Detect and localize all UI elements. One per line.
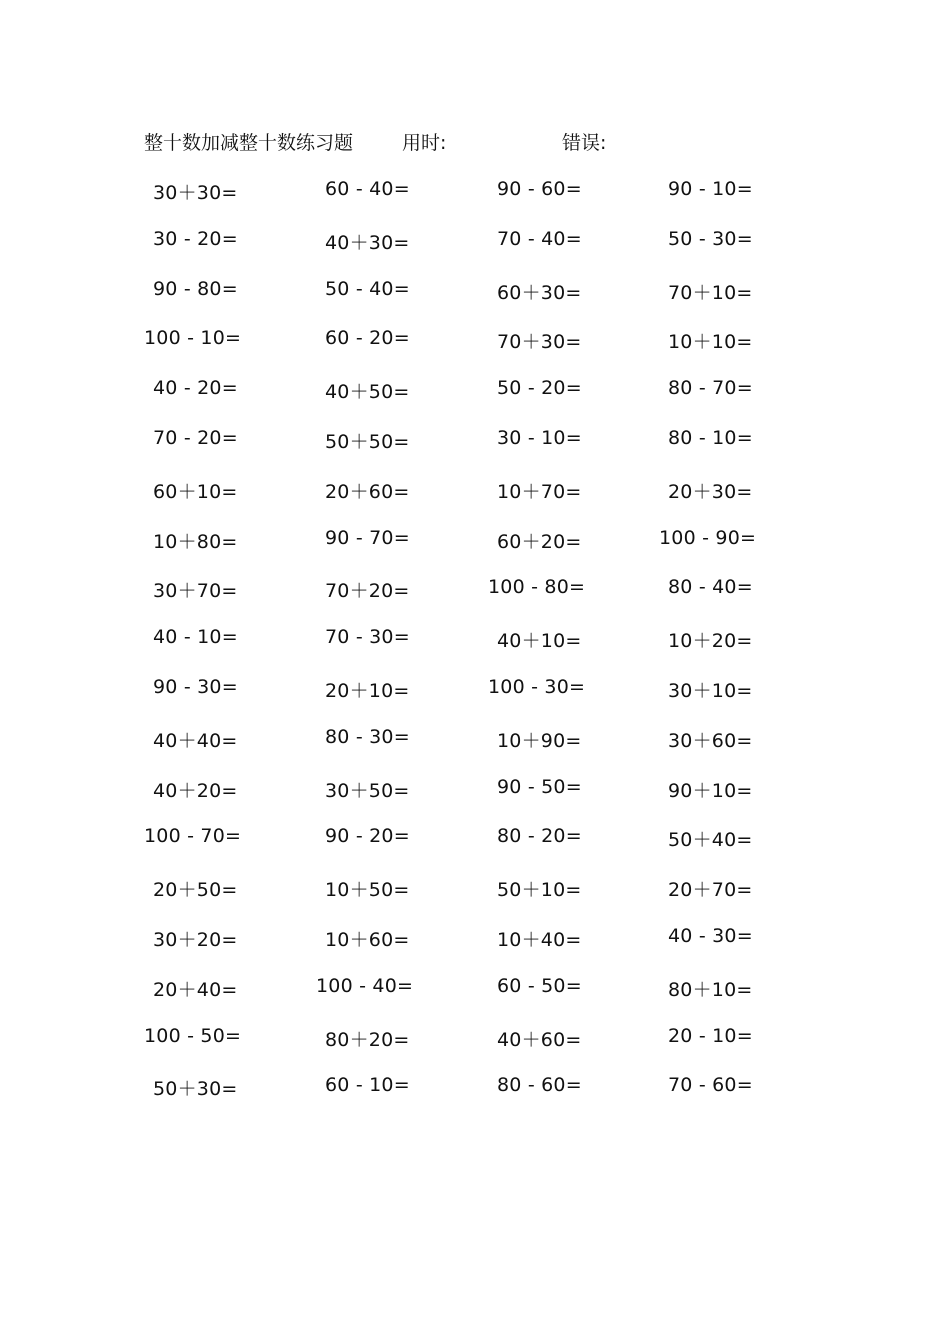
worksheet-title: 整十数加减整十数练习题	[144, 132, 354, 154]
problem-row	[0, 327, 950, 357]
problem-item: 20＋70=	[668, 879, 753, 902]
problem-item: 10＋40=	[497, 929, 582, 951]
problem-row	[0, 377, 950, 407]
problem-row	[0, 975, 950, 1005]
problem-item: 90 - 50=	[497, 775, 582, 798]
problem-row	[0, 925, 950, 955]
problem-item: 80 - 60=	[497, 1074, 582, 1097]
problem-item: 20＋10=	[325, 680, 410, 702]
problem-item: 60 - 20=	[325, 327, 410, 350]
problem-item: 30＋20=	[153, 929, 238, 951]
problem-item: 30＋50=	[325, 779, 410, 802]
problem-item: 80 - 10=	[668, 427, 753, 449]
problem-row	[0, 477, 950, 507]
problem-item: 40＋40=	[153, 729, 238, 752]
problem-row	[0, 527, 950, 557]
problem-item: 10＋50=	[325, 879, 410, 902]
problem-item: 80 - 30=	[325, 725, 410, 748]
problem-item: 70＋20=	[325, 580, 410, 603]
problem-item: 50 - 20=	[497, 377, 582, 400]
problem-item: 80＋20=	[325, 1028, 410, 1051]
problem-item: 70 - 20=	[153, 427, 238, 449]
problem-item: 50＋30=	[153, 1078, 238, 1101]
problem-item: 30＋10=	[668, 680, 753, 702]
problem-item: 70 - 30=	[325, 626, 410, 649]
problem-item: 10＋90=	[497, 729, 582, 752]
problem-item: 70 - 40=	[497, 227, 582, 250]
problem-item: 90 - 10=	[668, 178, 753, 200]
problem-item: 60 - 50=	[497, 974, 582, 997]
problem-item: 100 - 40=	[316, 974, 414, 997]
problem-item: 40＋50=	[325, 381, 410, 404]
problem-item: 90 - 20=	[325, 825, 410, 848]
time-label: 用时:	[402, 132, 447, 154]
problem-item: 70＋10=	[668, 281, 753, 304]
problem-row	[0, 576, 950, 606]
problem-row	[0, 228, 950, 258]
problem-item: 40 - 30=	[668, 925, 753, 947]
problem-item: 40＋60=	[497, 1028, 582, 1051]
problem-item: 10＋10=	[668, 331, 753, 354]
problem-item: 40＋30=	[325, 231, 410, 254]
problem-item: 60＋20=	[497, 530, 582, 553]
errors-label: 错误:	[562, 132, 607, 154]
problem-item: 100 - 70=	[144, 825, 242, 848]
problem-item: 30＋60=	[668, 729, 753, 752]
problem-item: 30＋70=	[153, 580, 238, 603]
problem-row	[0, 1025, 950, 1055]
problem-item: 10＋70=	[497, 480, 582, 503]
problem-item: 100 - 30=	[488, 676, 586, 698]
problem-item: 80 - 20=	[497, 825, 582, 848]
problem-item: 90 - 70=	[325, 526, 410, 549]
problem-item: 100 - 90=	[659, 526, 757, 549]
problem-item: 10＋20=	[668, 630, 753, 653]
problem-item: 50 - 30=	[668, 227, 753, 250]
problem-item: 80＋10=	[668, 978, 753, 1001]
problem-item: 60 - 40=	[325, 178, 410, 200]
problem-row	[0, 626, 950, 656]
problem-item: 80 - 40=	[668, 576, 753, 599]
problem-item: 20＋40=	[153, 978, 238, 1001]
problem-item: 60 - 10=	[325, 1074, 410, 1097]
problem-row	[0, 1074, 950, 1104]
problem-item: 50＋40=	[668, 829, 753, 852]
problem-item: 50 - 40=	[325, 277, 410, 300]
problem-item: 100 - 80=	[488, 576, 586, 599]
problem-row	[0, 726, 950, 756]
problem-item: 20＋50=	[153, 879, 238, 902]
problem-item: 50＋10=	[497, 879, 582, 902]
problem-item: 90＋10=	[668, 779, 753, 802]
problem-row	[0, 776, 950, 806]
problem-item: 80 - 70=	[668, 377, 753, 400]
problem-item: 60＋30=	[497, 281, 582, 304]
problem-item: 40 - 20=	[153, 377, 238, 400]
problem-row	[0, 178, 950, 208]
problem-item: 30 - 20=	[153, 227, 238, 250]
problem-item: 20＋30=	[668, 480, 753, 503]
problem-item: 20 - 10=	[668, 1024, 753, 1047]
problem-item: 60＋10=	[153, 480, 238, 503]
problem-item: 90 - 60=	[497, 178, 582, 200]
problem-item: 50＋50=	[325, 431, 410, 453]
problem-item: 30 - 10=	[497, 427, 582, 449]
problem-item: 40＋10=	[497, 630, 582, 653]
problem-item: 40＋20=	[153, 779, 238, 802]
problem-item: 100 - 10=	[144, 327, 242, 350]
problem-item: 30＋30=	[153, 182, 238, 204]
problem-item: 70 - 60=	[668, 1074, 753, 1097]
problem-row	[0, 875, 950, 905]
problem-item: 90 - 30=	[153, 676, 238, 698]
problem-item: 90 - 80=	[153, 277, 238, 300]
problem-item: 100 - 50=	[144, 1024, 242, 1047]
problem-row	[0, 825, 950, 855]
problem-item: 10＋60=	[325, 929, 410, 951]
problem-item: 40 - 10=	[153, 626, 238, 649]
problem-item: 70＋30=	[497, 331, 582, 354]
problem-item: 20＋60=	[325, 480, 410, 503]
problem-row	[0, 427, 950, 457]
problem-item: 10＋80=	[153, 530, 238, 553]
problem-row	[0, 676, 950, 706]
problem-row	[0, 278, 950, 308]
